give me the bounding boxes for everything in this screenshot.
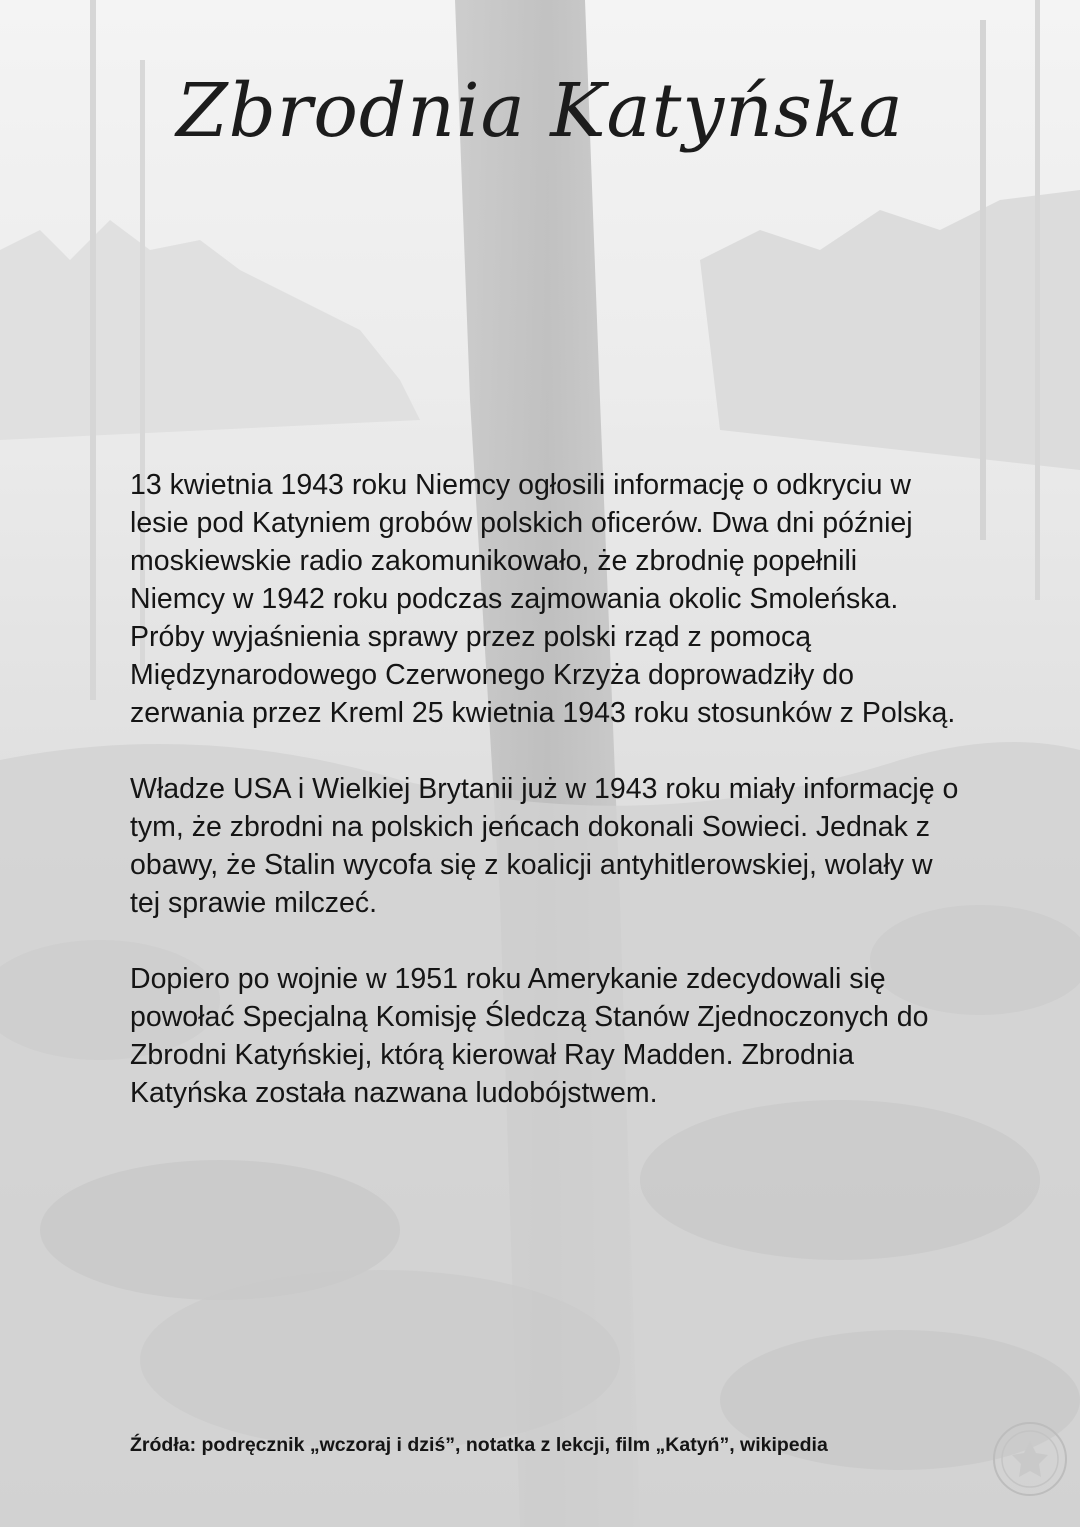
article-body <box>130 466 960 1150</box>
paragraph-1: 13 kwietnia 1943 roku Niemcy ogłosili informację o odkryciu w lesie pod Katyniem grobów polskich oficerów. Dwa dni później moskiewskie radio zakomunikowało, że zbrodnię popełnili Niemcy w 1942 roku podczas zajmowania okolic Smoleńska. Próby wyjaśnienia sprawy przez polski rząd z pomocą Międzynarodowego Czerwonego Krzyża doprowadziły do zerwania przez Kreml 25 kwietnia 1943 roku stosunków z Polską. <box>130 469 956 729</box>
paragraph-3: Dopiero po wojnie w 1951 roku Amerykanie zdecydowali się powołać Specjalną Komisję Śledczą Stanów Zjednoczonych do Zbrodni Katyńskiej, którą kierował Ray Madden. Zbrodnia Katyńska została nazwana ludobójstwem. <box>130 963 929 1109</box>
page-title: Zbrodnia Katyńska <box>176 68 904 154</box>
paragraph-2: Władze USA i Wielkiej Brytanii już w 1943 roku miały informację o tym, że zbrodni na polskich jeńcach dokonali Sowieci. Jednak z obawy, że Stalin wycofa się z koalicji antyhitlerowskiej, wolały w tej sprawie milczeć. <box>130 773 959 919</box>
sources-line: Źródła: podręcznik „wczoraj i dziś”, notatka z lekcji, film „Katyń”, wikipedia <box>130 1434 828 1456</box>
seal-emblem-icon <box>990 1419 1070 1499</box>
